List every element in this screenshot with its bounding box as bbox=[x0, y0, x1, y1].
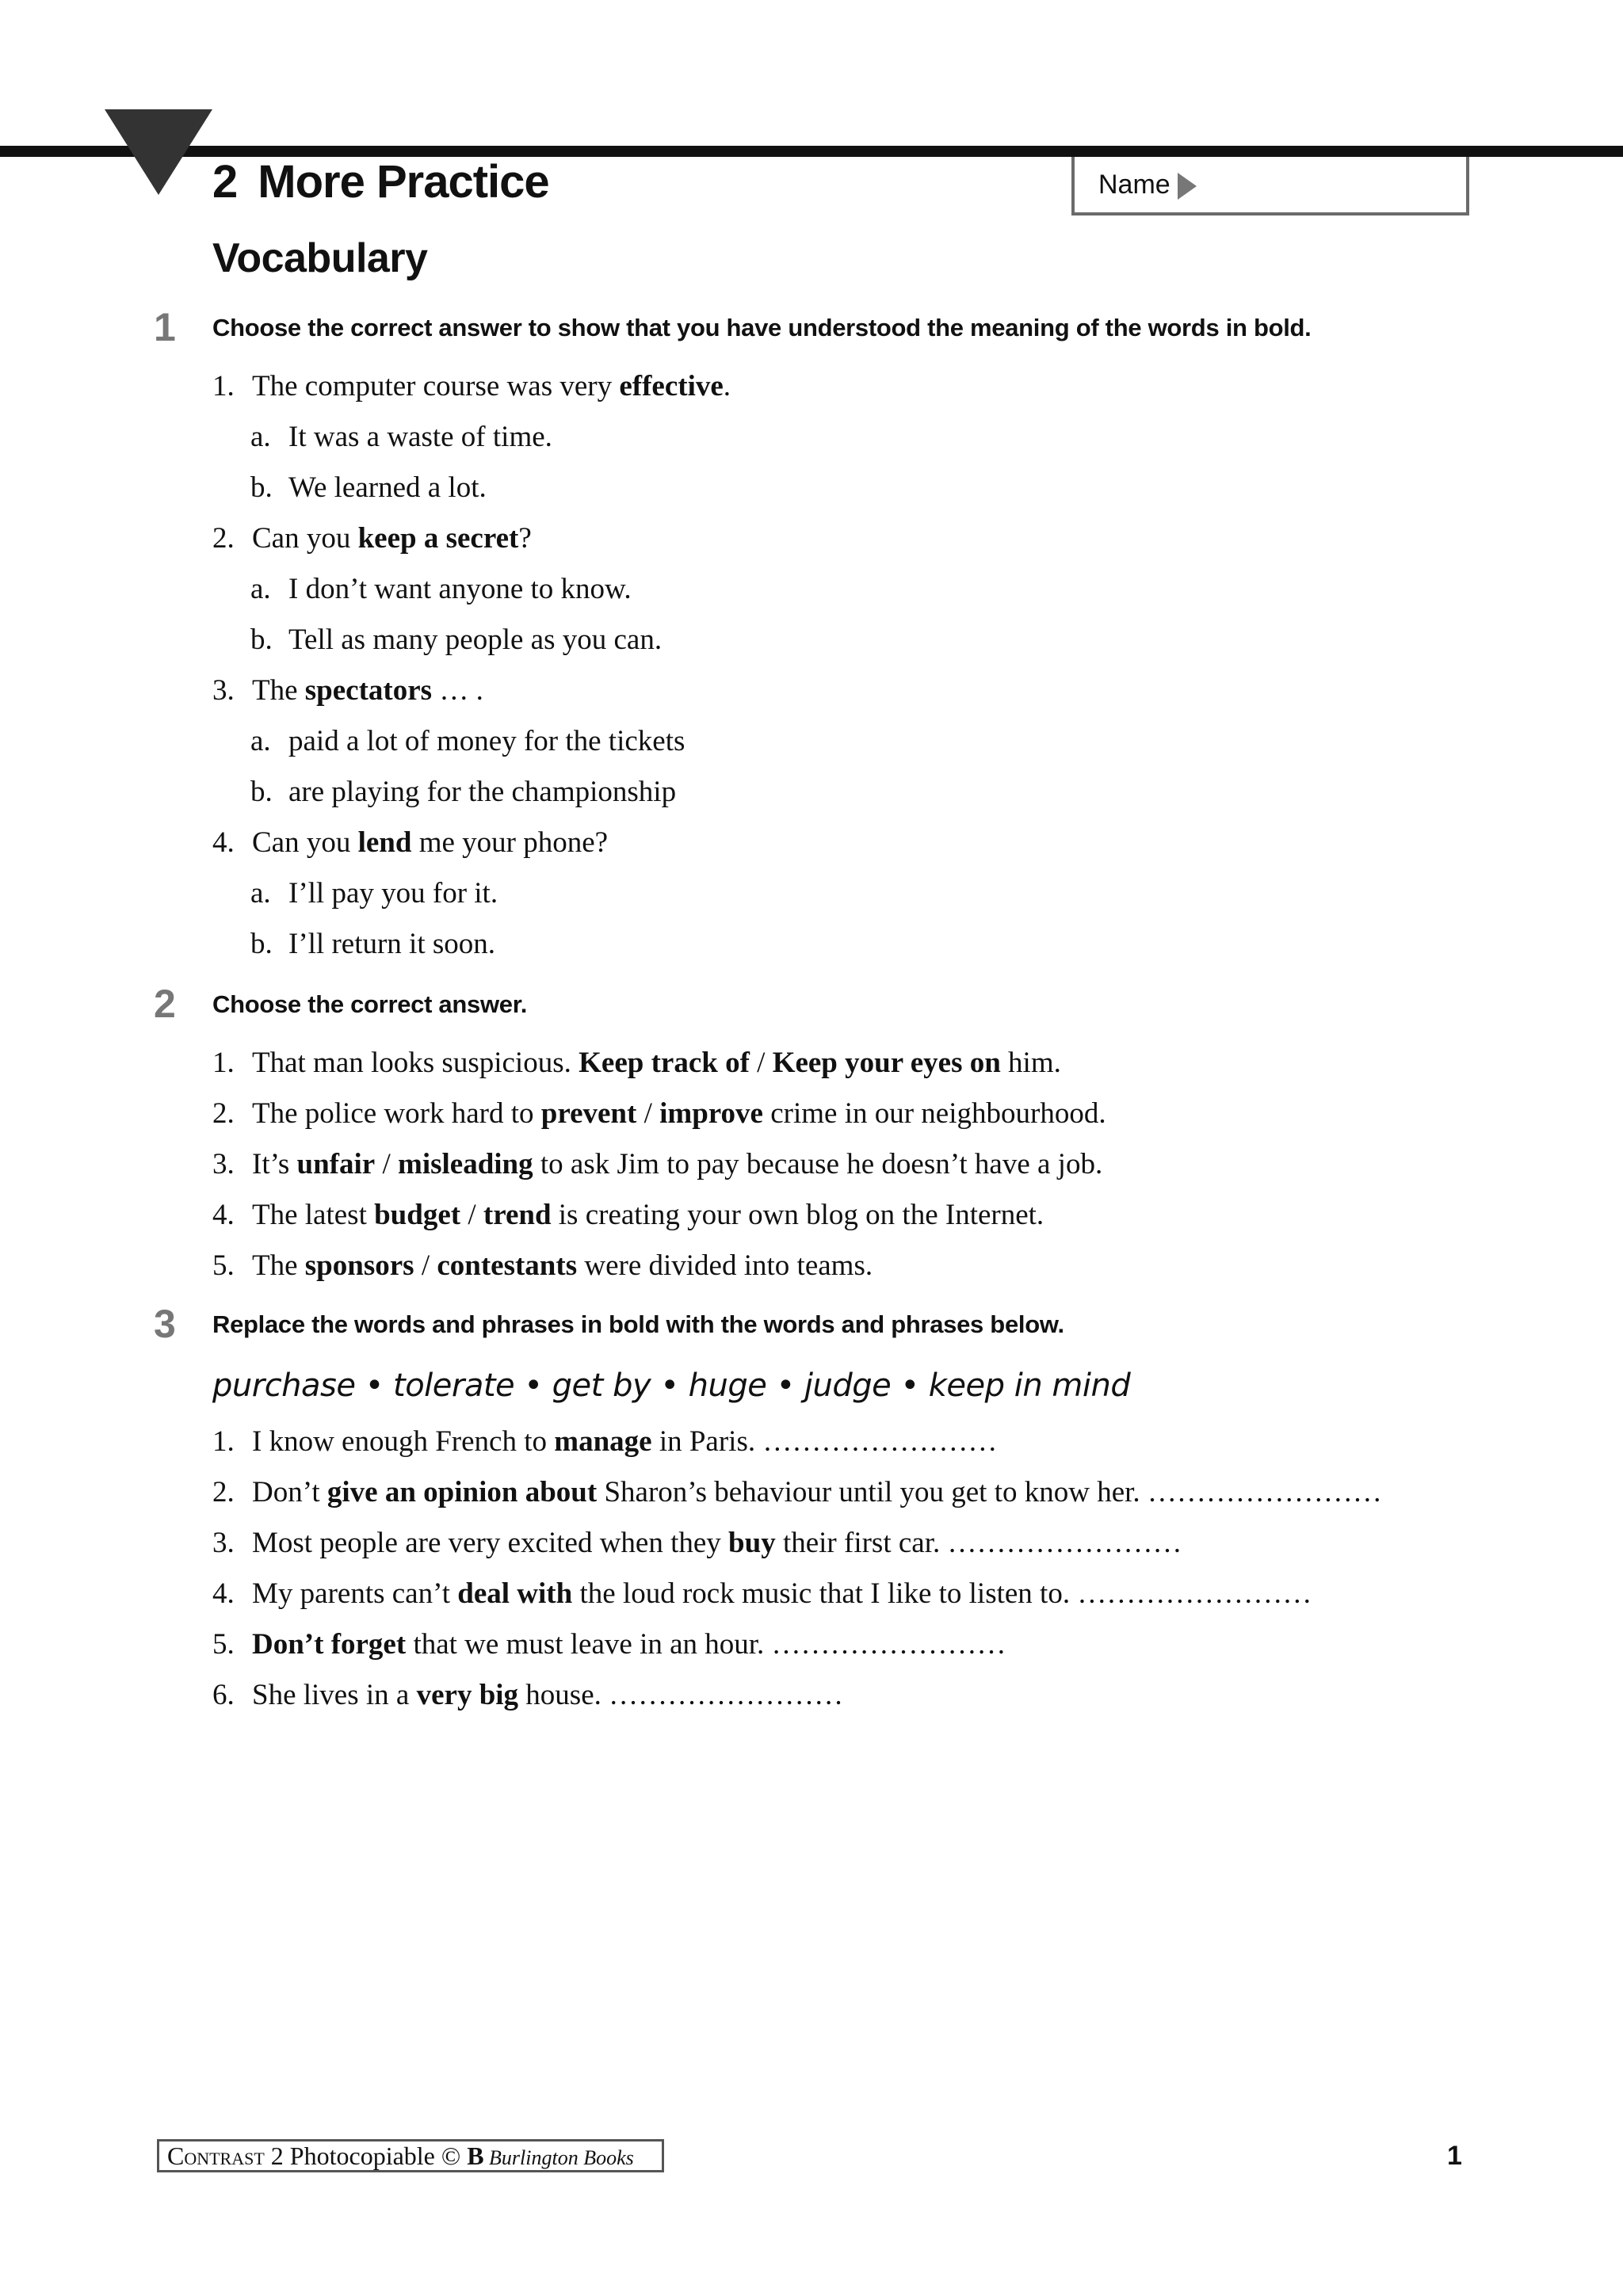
ex1-question-1: 1. The computer course was very effective. bbox=[212, 370, 731, 402]
ex3-item-1[interactable]: 1. I know enough French to manage in Paris. …………………… bbox=[212, 1425, 998, 1458]
ex3-item-5[interactable]: 5. Don’t forget that we must leave in an hour. …………………… bbox=[212, 1628, 1006, 1661]
ex1-q1-option-b[interactable]: b. We learned a lot. bbox=[250, 471, 487, 504]
ex1-question-3: 3. The spectators … . bbox=[212, 674, 483, 707]
exercise-3-number: 3 bbox=[154, 1302, 176, 1346]
ex2-item-4-choice-b[interactable]: trend bbox=[483, 1199, 552, 1231]
ex3-item-4[interactable]: 4. My parents can’t deal with the loud rock music that I like to listen to. …………………… bbox=[212, 1577, 1312, 1610]
publisher-logo-icon: B bbox=[467, 2142, 484, 2170]
ex2-item-2-choice-a[interactable]: prevent bbox=[540, 1097, 637, 1130]
exercise-3-instruction: Replace the words and phrases in bold with the words and phrases below. bbox=[212, 1310, 1064, 1338]
ex2-item-3: 3. It’s unfair / misleading to ask Jim to pay because he doesn’t have a job. bbox=[212, 1148, 1103, 1180]
exercise-1-number: 1 bbox=[154, 305, 176, 349]
page-number: 1 bbox=[1447, 2141, 1462, 2171]
exercise-2-number: 2 bbox=[154, 982, 176, 1026]
ex2-item-3-choice-b[interactable]: misleading bbox=[398, 1148, 533, 1180]
ex2-item-5: 5. The sponsors / contestants were divided into teams. bbox=[212, 1249, 873, 1282]
ex1-q4-option-b[interactable]: b. I’ll return it soon. bbox=[250, 928, 496, 960]
ex1-q1-option-a[interactable]: a. It was a waste of time. bbox=[250, 421, 552, 453]
ex2-item-5-choice-a[interactable]: sponsors bbox=[304, 1249, 414, 1282]
ex3-item-6[interactable]: 6. She lives in a very big house. …………………… bbox=[212, 1679, 844, 1711]
name-field[interactable] bbox=[1071, 157, 1469, 215]
header-triangle-icon bbox=[105, 109, 212, 195]
ex1-question-2: 2. Can you keep a secret? bbox=[212, 522, 532, 555]
unit-title: 2 More Practice bbox=[212, 156, 549, 208]
ex2-item-1-choice-b[interactable]: Keep your eyes on bbox=[772, 1047, 1001, 1079]
ex3-item-2[interactable]: 2. Don’t give an opinion about Sharon’s behaviour until you get to know her. …………………… bbox=[212, 1476, 1382, 1508]
exercise-2-instruction: Choose the correct answer. bbox=[212, 990, 528, 1018]
ex3-item-3[interactable]: 3. Most people are very excited when they buy their first car. …………………… bbox=[212, 1527, 1182, 1559]
ex1-q3-option-b[interactable]: b. are playing for the championship bbox=[250, 776, 677, 808]
section-title: Vocabulary bbox=[212, 235, 428, 281]
exercise-1-instruction: Choose the correct answer to show that you have understood the meaning of the words in bold. bbox=[212, 314, 1312, 341]
ex2-item-1: 1. That man looks suspicious. Keep track of / Keep your eyes on him. bbox=[212, 1047, 1061, 1079]
ex1-q2-option-a[interactable]: a. I don’t want anyone to know. bbox=[250, 573, 632, 605]
ex2-item-4: 4. The latest budget / trend is creating your own blog on the Internet. bbox=[212, 1199, 1044, 1231]
ex2-item-4-choice-a[interactable]: budget bbox=[374, 1199, 461, 1231]
ex2-item-1-choice-a[interactable]: Keep track of bbox=[579, 1047, 750, 1079]
ex2-item-5-choice-b[interactable]: contestants bbox=[437, 1249, 578, 1282]
ex1-q2-option-b[interactable]: b. Tell as many people as you can. bbox=[250, 624, 663, 656]
ex2-item-2: 2. The police work hard to prevent / improve crime in our neighbourhood. bbox=[212, 1097, 1106, 1130]
ex2-item-2-choice-b[interactable]: improve bbox=[659, 1097, 763, 1130]
ex1-q3-option-a[interactable]: a. paid a lot of money for the tickets bbox=[250, 725, 685, 757]
footer-copyright: Contrast 2 Photocopiable © B Burlington Books bbox=[157, 2139, 664, 2172]
ex1-question-4: 4. Can you lend me your phone? bbox=[212, 826, 609, 859]
ex1-q4-option-a[interactable]: a. I’ll pay you for it. bbox=[250, 877, 498, 910]
name-arrow-icon bbox=[1178, 173, 1197, 200]
word-bank: purchase • tolerate • get by • huge • judge • keep in mind bbox=[212, 1367, 1131, 1404]
name-label: Name bbox=[1098, 170, 1170, 200]
ex2-item-3-choice-a[interactable]: unfair bbox=[296, 1148, 376, 1180]
